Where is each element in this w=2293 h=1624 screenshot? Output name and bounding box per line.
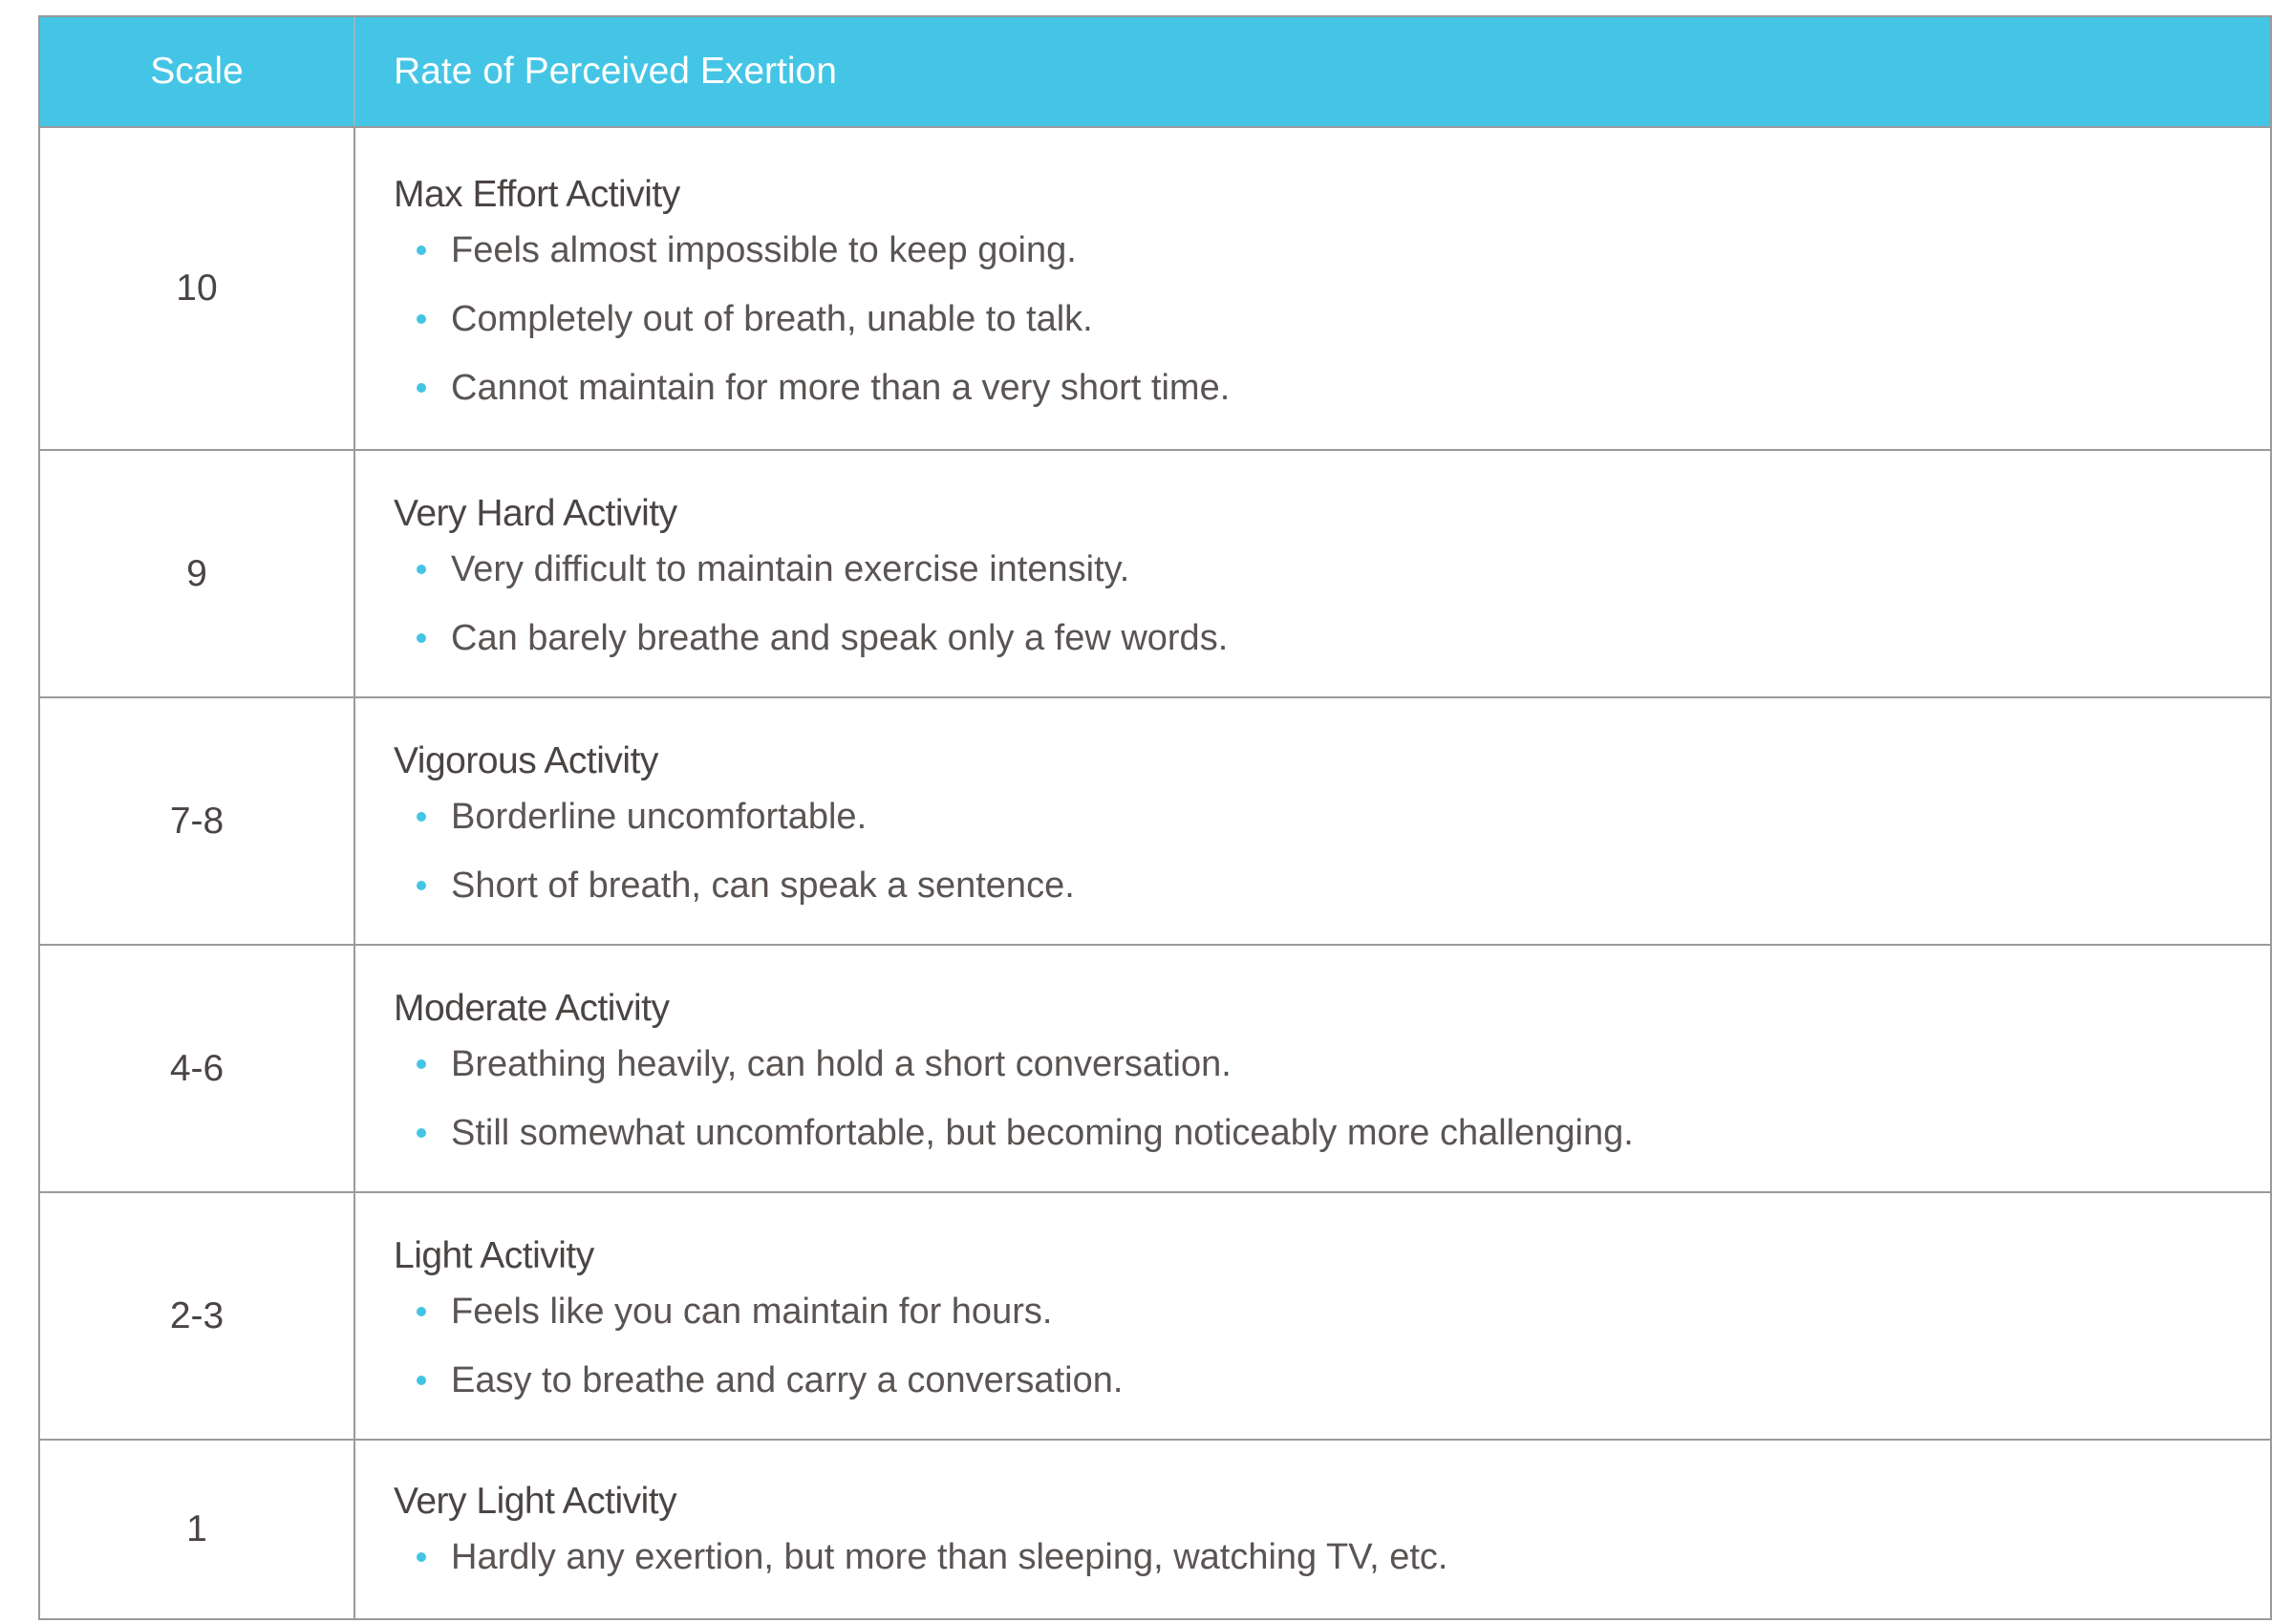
table-row <box>40 946 2270 1193</box>
level-title: Moderate Activity <box>394 988 670 1029</box>
table-row <box>40 451 2270 698</box>
bullet-item <box>394 851 2270 920</box>
bullet-item <box>394 353 2270 422</box>
scale-value: 9 <box>40 451 355 696</box>
bullet-text: Easy to breathe and carry a conversation. <box>451 1359 1124 1400</box>
bullet-item <box>394 1099 2270 1167</box>
header-description: Rate of Perceived Exertion <box>394 51 837 92</box>
table-row <box>40 698 2270 946</box>
bullet-dot-icon <box>417 565 426 574</box>
bullet-list <box>394 535 2270 673</box>
bullet-list <box>394 782 2270 920</box>
bullet-dot-icon <box>417 633 426 643</box>
bullet-text: Borderline uncomfortable. <box>451 796 868 837</box>
bullet-item <box>394 604 2270 673</box>
bullet-item <box>394 535 2270 604</box>
level-title: Very Hard Activity <box>394 493 677 534</box>
bullet-item <box>394 782 2270 851</box>
bullet-item <box>394 285 2270 353</box>
bullet-dot-icon <box>417 1128 426 1138</box>
description-cell <box>355 698 2270 944</box>
scale-value: 4-6 <box>40 946 355 1191</box>
description-cell <box>355 1193 2270 1439</box>
table-row <box>40 1441 2270 1618</box>
level-title: Max Effort Activity <box>394 174 680 215</box>
bullet-text: Can barely breathe and speak only a few words. <box>451 617 1229 658</box>
level-title: Very Light Activity <box>394 1481 677 1522</box>
bullet-list <box>394 1523 2270 1592</box>
table-row <box>40 128 2270 451</box>
bullet-text: Hardly any exertion, but more than sleeping, watching TV, etc. <box>451 1536 1448 1577</box>
rpe-table <box>38 15 2272 1620</box>
bullet-dot-icon <box>417 881 426 890</box>
bullet-dot-icon <box>417 1552 426 1562</box>
header-scale: Scale <box>40 17 355 126</box>
bullet-text: Completely out of breath, unable to talk. <box>451 298 1093 339</box>
bullet-dot-icon <box>417 314 426 324</box>
bullet-text: Cannot maintain for more than a very short time. <box>451 367 1231 408</box>
bullet-dot-icon <box>417 1376 426 1385</box>
bullet-item <box>394 1277 2270 1346</box>
scale-value: 2-3 <box>40 1193 355 1439</box>
bullet-dot-icon <box>417 812 426 822</box>
bullet-list <box>394 1277 2270 1415</box>
bullet-dot-icon <box>417 1307 426 1316</box>
description-cell <box>355 946 2270 1191</box>
description-cell <box>355 451 2270 696</box>
bullet-text: Breathing heavily, can hold a short conversation. <box>451 1043 1232 1084</box>
bullet-text: Very difficult to maintain exercise intensity. <box>451 548 1130 589</box>
bullet-dot-icon <box>417 246 426 255</box>
bullet-item <box>394 1346 2270 1415</box>
level-title: Light Activity <box>394 1235 594 1276</box>
table-header <box>40 17 2270 128</box>
bullet-text: Still somewhat uncomfortable, but becoming noticeably more challenging. <box>451 1112 1634 1153</box>
scale-value: 1 <box>40 1441 355 1618</box>
bullet-dot-icon <box>417 1059 426 1069</box>
bullet-text: Short of breath, can speak a sentence. <box>451 865 1075 906</box>
scale-value: 7-8 <box>40 698 355 944</box>
bullet-text: Feels like you can maintain for hours. <box>451 1291 1053 1332</box>
bullet-item <box>394 1030 2270 1099</box>
description-cell <box>355 128 2270 449</box>
level-title: Vigorous Activity <box>394 740 658 781</box>
bullet-list <box>394 216 2270 422</box>
bullet-text: Feels almost impossible to keep going. <box>451 229 1077 270</box>
bullet-dot-icon <box>417 383 426 393</box>
bullet-item <box>394 1523 2270 1592</box>
description-cell <box>355 1441 2270 1618</box>
scale-value: 10 <box>40 128 355 449</box>
bullet-item <box>394 216 2270 285</box>
bullet-list <box>394 1030 2270 1167</box>
table-row <box>40 1193 2270 1441</box>
